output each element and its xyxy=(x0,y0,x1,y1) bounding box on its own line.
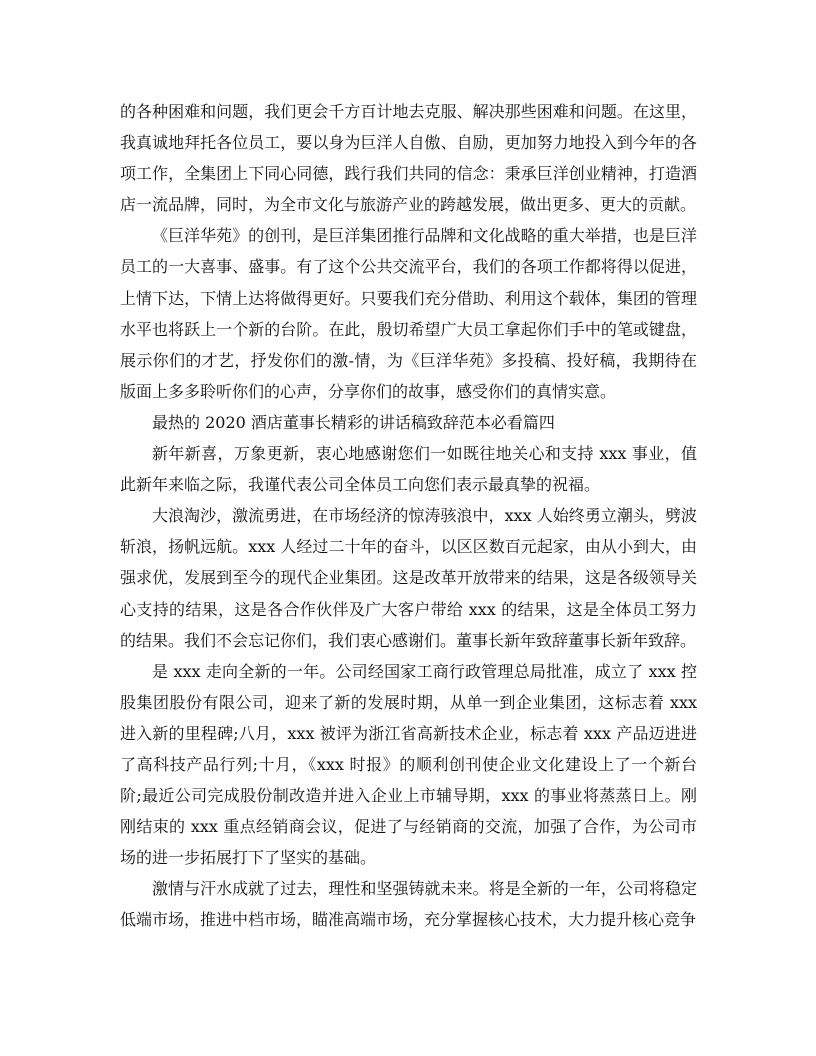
paragraph-5: 大浪淘沙，激流勇进，在市场经济的惊涛骇浪中，xxx 人始终勇立潮头，劈波斩浪，扬帆远航。xxx 人经过二十年的奋斗，以区区数百元起家，由从小到大，由强求优，发展到至今的现代企业集团。这是改革开放带来的结果，这是各级领导关心支持的结果，这是各合作伙伴及广大客户带给 xxx 的结果，这是全体员工努力的结果。我们不会忘记你们，我们衷心感谢们。董事长新年致辞董事长新年致辞。 xyxy=(120,506,697,650)
paragraph-4: 新年新喜，万象更新，衷心地感谢您们一如既往地关心和支持 xxx 事业，值此新年来临之际，我谨代表公司全体员工向您们表示最真挚的祝福。 xyxy=(120,444,697,495)
paragraph-6: 是 xxx 走向全新的一年。公司经国家工商行政管理总局批准，成立了 xxx 控股集团股份有限公司，迎来了新的发展时期，从单一到企业集团，这标志着 xxx 进入新的里程碑;八月，xxx 被评为浙江省高新技术企业，标志着 xxx 产品迈进进了高科技产品行列;十月，《xxx 时报》的顺利创刊使企业文化建设上了一个新台阶;最近公司完成股份制改造并进入企业上市辅导期，xxx 的事业将蒸蒸日上。刚刚结束的 xxx 重点经销商会议，促进了与经销商的交流，加强了合作，为公司市场的进一步拓展打下了坚实的基础。 xyxy=(120,661,697,868)
section-heading: 最热的 2020 酒店董事长精彩的讲话稿致辞范本必看篇四 xyxy=(152,412,555,432)
paragraph-1: 的各种困难和问题，我们更会千方百计地去克服、解决那些困难和问题。在这里，我真诚地拜托各位员工，要以身为巨洋人自傲、自励，更加努力地投入到今年的各项工作，全集团上下同心同德，践行我们共同的信念：秉承巨洋创业精神，打造酒店一流品牌，同时，为全市文化与旅游产业的跨越发展，做出更多、更大的贡献。 xyxy=(120,102,697,215)
paragraph-7: 激情与汗水成就了过去，理性和坚强铸就未来。将是全新的一年，公司将稳定低端市场，推进中档市场，瞄准高端市场，充分掌握核心技术，大力提升核心竞争 xyxy=(120,879,697,930)
document-page xyxy=(120,96,697,936)
paragraph-2: 《巨洋华苑》的创刊，是巨洋集团推行品牌和文化战略的重大举措，也是巨洋员工的一大喜事、盛事。有了这个公共交流平台，我们的各项工作都将得以促进，上情下达，下情上达将做得更好。只要我们充分借助、利用这个载体，集团的管理水平也将跃上一个新的台阶。在此，殷切希望广大员工拿起你们手中的笔或键盘，展示你们的才艺，抒发你们的激-情，为《巨洋华苑》多投稿、投好稿，我期待在版面上多多聆听你们的心声，分享你们的故事，感受你们的真情实意。 xyxy=(120,226,697,401)
